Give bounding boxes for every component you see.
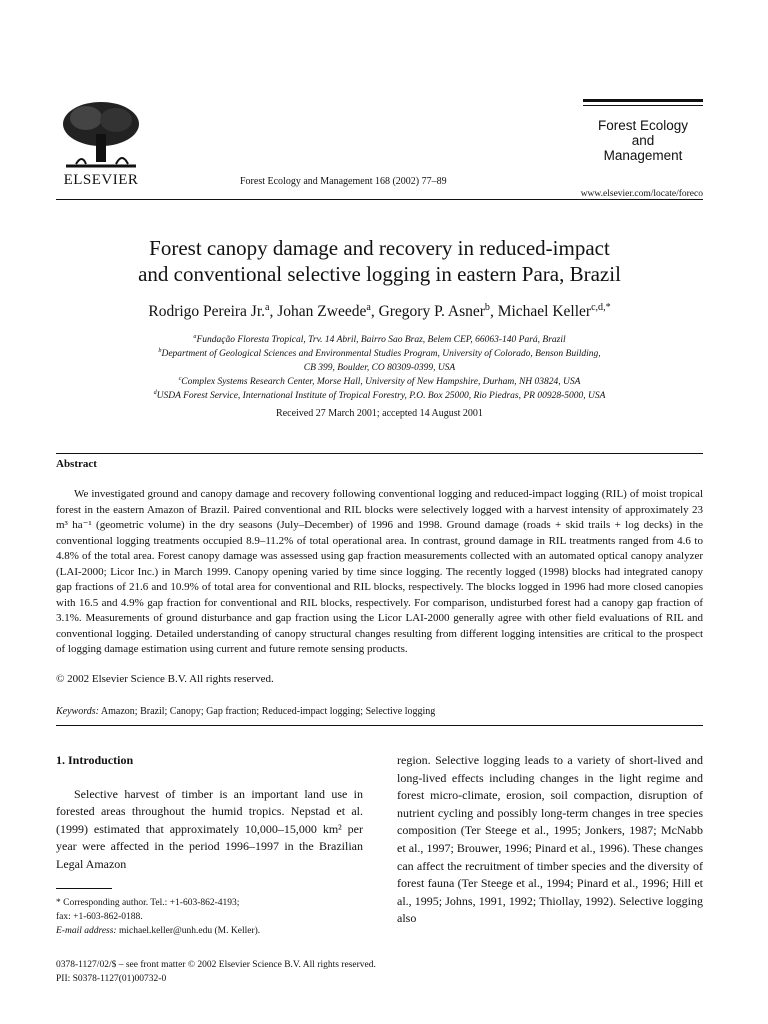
left-column: [56, 752, 363, 874]
page-footer: [56, 958, 703, 986]
journal-citation: Forest Ecology and Management 168 (2002) 77–89: [240, 176, 447, 187]
author-separator: ,: [269, 303, 278, 320]
keywords-divider: [56, 725, 703, 726]
author-name: Gregory P. Asner: [378, 303, 485, 320]
footnote-rule: [56, 888, 112, 889]
right-column: [397, 752, 703, 928]
affiliation: [56, 375, 703, 389]
footer-pii: PII: S0378-1127(01)00732-0: [56, 974, 167, 984]
author-affil-mark: a: [265, 301, 270, 313]
footnote-line: fax: +1-603-862-0188.: [56, 912, 143, 922]
email-label: E-mail address:: [56, 926, 117, 936]
abstract-body: We investigated ground and canopy damage and recovery following conventional logging and reduced-impact logging (RIL) of moist tropical forest in the eastern Amazon of Brazil. Paired conventional and RIL blocks were selectively logged with a harvest intensity of approximately 23 m³ ha⁻¹ (geometric volume) in the dry seasons (July–December) of 1996 and 1998. Ground damage (roads + skid trails + log decks) in the conventional logging treatments occupied 8.9–11.2% of total operational area. In contrast, ground damage in RIL treatments ranged from 4.6 to 4.8% of the total area. Forest canopy damage was assessed using gap fraction measurements collected with an automated optical canopy analyzer (LAI-2000; Licor Inc.) in March 1999. Canopy opening varied by time since logging. The recently logged (1998) blocks had integrated canopy gap fractions of 21.6 and 10.9% of total area for conventional and RIL blocks, respectively. The blocks logged in 1996 had more closed canopies with 16.5 and 4.9% gap fraction for conventional and RIL blocks, respectively. For comparison, undisturbed forest had a canopy gap fraction of 3.1%. Measurements of ground disturbance and gap fraction using the Licor LAI-2000 generally agree with other field evaluations of RIL and conventional logging. Detailed understanding of canopy structural changes resulting from different logging intensities are critical to the prospect of logging damage estimation using current and future remote sensing products.: [56, 488, 703, 655]
affiliation: [56, 333, 703, 347]
affil-text: Department of Geological Sciences and Environmental Studies Program, University of Colorado, Benson Building,: [161, 349, 601, 359]
journal-name-line: Forest Ecology: [597, 118, 689, 133]
author-affil-mark: a: [366, 301, 371, 313]
affiliation: [56, 361, 703, 375]
publisher-name: ELSEVIER: [63, 172, 139, 188]
affiliation: [56, 389, 703, 403]
abstract-copyright: © 2002 Elsevier Science B.V. All rights reserved.: [56, 673, 274, 685]
header-divider: [56, 199, 703, 200]
author-affil-mark: c,d,*: [591, 301, 611, 313]
journal-url-link[interactable]: www.elsevier.com/locate/foreco: [580, 189, 703, 199]
affil-mark: b: [158, 347, 162, 354]
elsevier-logo: [56, 100, 146, 189]
affil-mark: a: [193, 333, 197, 340]
author-name: Johan Zweede: [277, 303, 367, 320]
author-separator: ,: [489, 303, 498, 320]
keywords-list: Amazon; Brazil; Canopy; Gap fraction; Reduced-impact logging; Selective logging: [100, 706, 436, 717]
article-title: [56, 235, 703, 287]
journal-name-line: Management: [603, 148, 683, 163]
received-dates: Received 27 March 2001; accepted 14 August 2001: [276, 408, 483, 419]
footnote-line: * Corresponding author. Tel.: +1-603-862-4193;: [56, 898, 240, 908]
author-affil-mark: b: [484, 301, 490, 313]
author-separator: ,: [370, 303, 379, 320]
author-name: Rodrigo Pereira Jr.: [148, 303, 266, 320]
affil-text: USDA Forest Service, International Institute of Tropical Forestry, P.O. Box 25000, Rio Piedras, PR 00928-5000, USA: [156, 391, 606, 401]
title-line: and conventional selective logging in eastern Para, Brazil: [138, 262, 621, 286]
intro-paragraph-left: Selective harvest of timber is an important land use in forested areas throughout the humid tropics. Nepstad et al. (1999) estimated that approximately 10,000–15,000 km² per year were affected in the period 1996–1997 in the Brazilian Legal Amazon: [56, 786, 363, 871]
footer-line: 0378-1127/02/$ – see front matter © 2002 Elsevier Science B.V. All rights reserved.: [56, 960, 376, 970]
intro-paragraph-right: region. Selective logging leads to a variety of short-lived and long-lived effects including changes in the light regime and forest micro-climate, erosion, soil compaction, disruption of nutrient cycling and possibly long-term changes in tree species composition (Ter Steege et al., 1995; Jonkers, 1987; McNabb et al., 1997; Brouwer, 1996; Pinard et al., 1996). These changes can affect the recruitment of timber species and the diversity of forest fauna (Ter Steege et al., 1994; Pinard et al., 1996; Hill et al., 1995; Johns, 1991, 1992; Thiollay, 1992). Selective logging also: [397, 753, 703, 926]
author-name: Michael Keller: [497, 303, 592, 320]
journal-rule-thin: [583, 105, 703, 106]
journal-name-line: and: [631, 133, 655, 148]
affil-text: Fundação Floresta Tropical, Trv. 14 Abril, Bairro Sao Braz, Belem CEP, 66063-140 Pará, Brazil: [196, 335, 566, 345]
affiliations: [56, 333, 703, 403]
affil-text: Complex Systems Research Center, Morse Hall, University of New Hampshire, Durham, NH 03824, USA: [181, 377, 581, 387]
affiliation: [56, 347, 703, 361]
journal-name: [583, 118, 703, 163]
affil-text: CB 399, Boulder, CO 80309-0399, USA: [303, 363, 456, 373]
abstract-heading: Abstract: [56, 458, 97, 470]
section-heading: 1. Introduction: [56, 753, 134, 767]
title-line: Forest canopy damage and recovery in reduced-impact: [149, 236, 610, 260]
keywords-label: Keywords:: [56, 706, 99, 717]
affil-mark: d: [153, 389, 157, 396]
corresponding-footnote: [56, 896, 363, 938]
journal-rule: [583, 99, 703, 102]
elsevier-tree-icon: [56, 100, 146, 170]
footnote-email: [56, 924, 363, 938]
keywords: [56, 706, 435, 717]
email-address-link[interactable]: michael.keller@unh.edu (M. Keller).: [116, 926, 261, 936]
abstract-divider: [56, 453, 703, 454]
author-list: [56, 303, 703, 321]
affil-mark: c: [178, 375, 182, 382]
